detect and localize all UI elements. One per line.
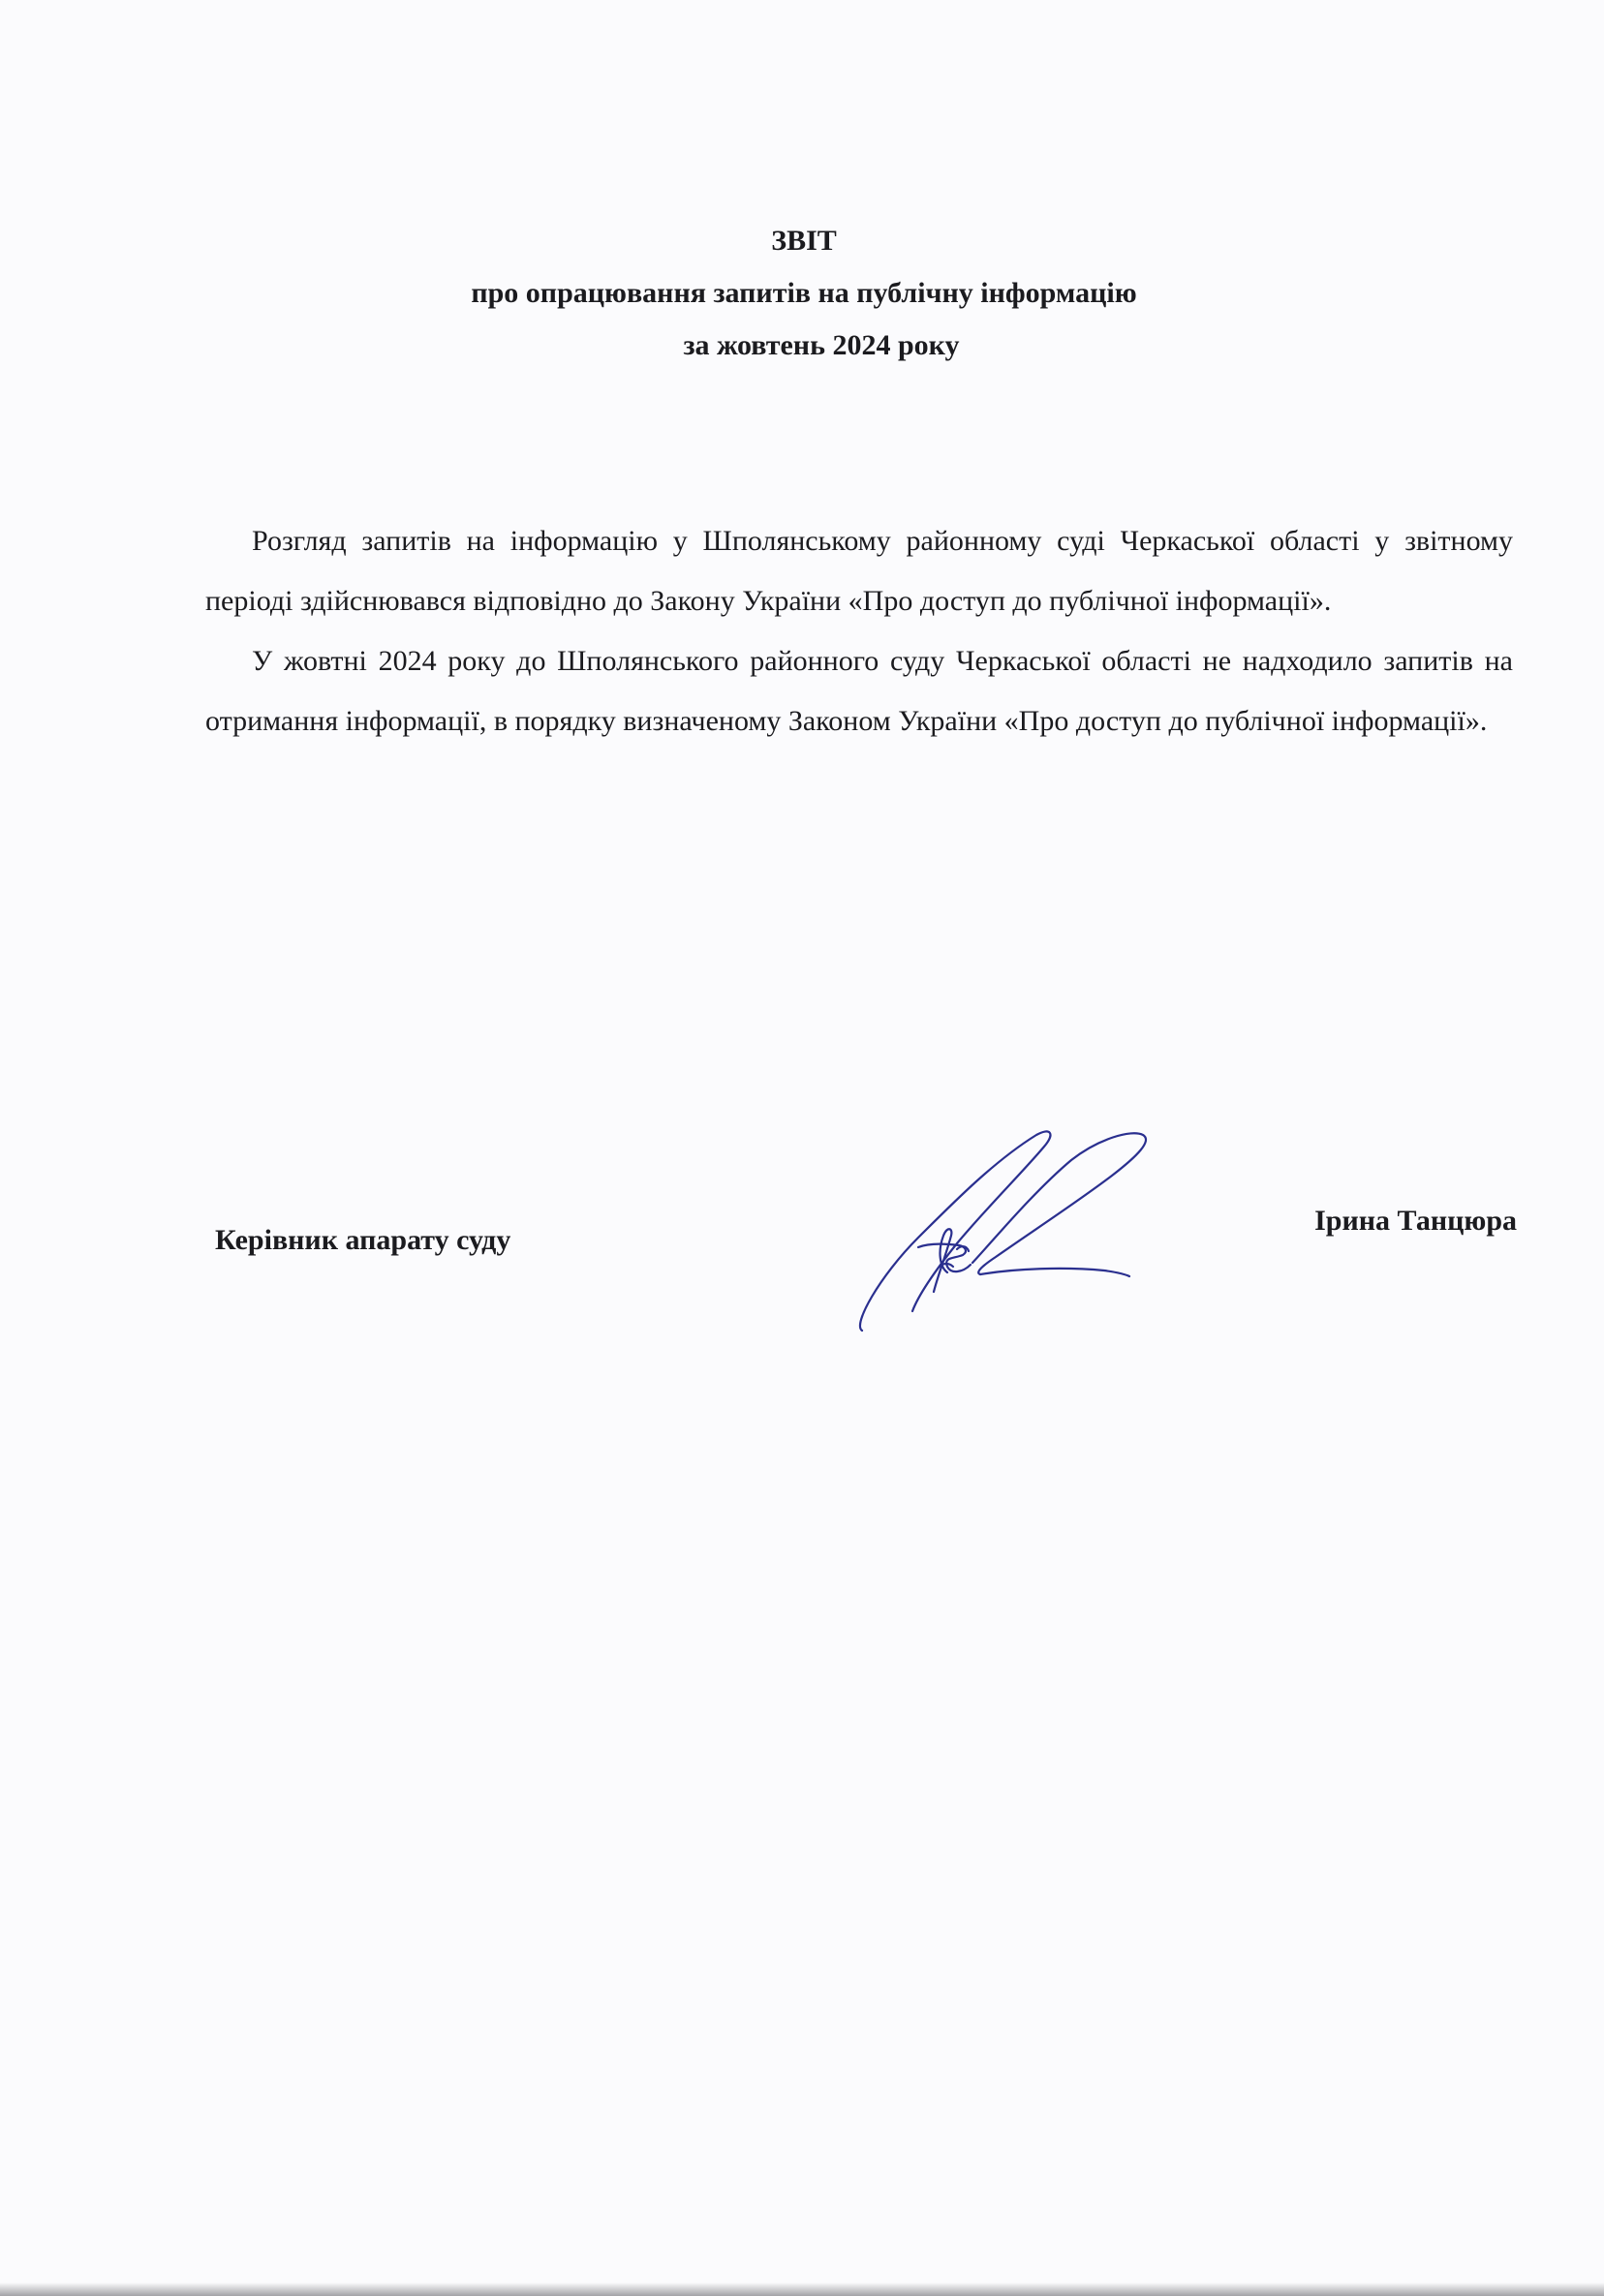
body-paragraph: У жовтні 2024 року до Шполянського районного суду Черкаської області не надходило запитів на отримання інформації, в порядку визначеному Законом України «Про доступ до публічної інформації». [205,645,1513,737]
document-header [0,215,1604,372]
body-paragraph: Розгляд запитів на інформацію у Шполянському районному суді Черкаської області у звітному періоді здійснювався відповідно до Закону України «Про доступ до публічної інформації». [205,525,1513,617]
document-title: ЗВІТ [771,225,837,257]
handwritten-signature-icon [850,1121,1180,1344]
signatory-position: Керівник апарату суду [215,1224,511,1256]
scan-bottom-edge [0,2282,1604,2296]
report-period: за жовтень 2024 року [683,329,960,361]
document-body [205,511,1513,751]
signatory-name: Ірина Танцюра [1314,1205,1517,1237]
document-subtitle: про опрацювання запитів на публічну інформацію [471,277,1137,309]
